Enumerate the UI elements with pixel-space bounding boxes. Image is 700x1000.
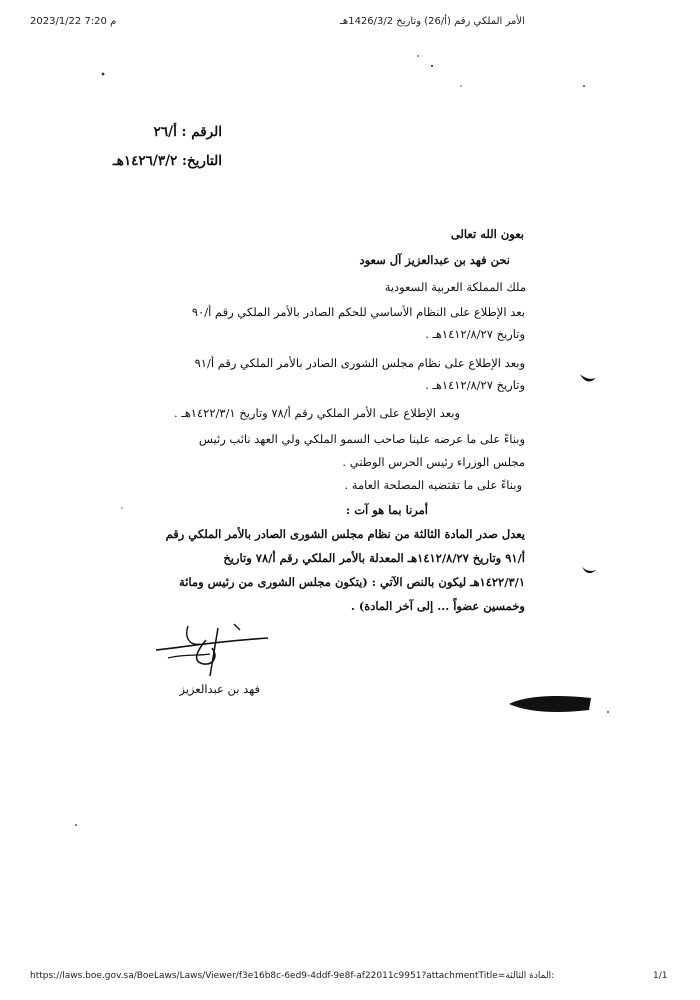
handwritten-signature: [148, 618, 278, 682]
command-line: ١٤٢٢/٣/١هـ ليكون بالنص الآتي : (يتكون مجلس الشورى من رئيس ومائة: [179, 575, 525, 589]
preamble-line: وبعد الإطلاع على الأمر الملكي رقم أ/٧٨ وتاريخ ١٤٢٢/٣/١هـ .: [174, 406, 460, 420]
print-url: https://laws.boe.gov.sa/BoeLaws/Laws/Viewer/f3e16b8c-6ed9-4ddf-9e8f-af22011c9951?attachmentTitle=المادة الثالثة:: [30, 971, 555, 981]
preamble-line: وتاريخ ١٤١٢/٨/٢٧هـ .: [425, 327, 525, 341]
print-datetime: 2023/1/22 7:20 م: [30, 16, 117, 27]
command-line: يعدل صدر المادة الثالثة من نظام مجلس الشورى الصادر بالأمر الملكي رقم: [165, 527, 525, 541]
preamble-line: وبناءً على ما تقتضيه المصلحة العامة .: [344, 478, 522, 492]
preamble-line: وتاريخ ١٤١٢/٨/٢٧هـ .: [425, 378, 525, 392]
preamble-line: وبناءً على ما عرضه علينا صاحب السمو الملكي ولي العهد نائب رئيس: [198, 432, 525, 446]
scan-edge-mark: [578, 368, 598, 388]
king-title: ملك المملكة العربية السعودية: [384, 280, 526, 294]
preamble-line: بعد الإطلاع على النظام الأساسي للحكم الصادر بالأمر الملكي رقم أ/٩٠: [191, 305, 525, 319]
scan-blot: [505, 690, 595, 718]
opening-invocation: بعون الله تعالى: [450, 227, 524, 241]
command-intro: أمرنا بما هو آت :: [345, 503, 428, 517]
preamble-line: وبعد الإطلاع على نظام مجلس الشورى الصادر بالأمر الملكي رقم أ/٩١: [194, 356, 525, 370]
reference-block: [113, 118, 222, 176]
reference-number: الرقم : أ/٢٦: [153, 124, 222, 140]
king-name: نحن فهد بن عبدالعزيز آل سعود: [359, 253, 510, 267]
command-line: أ/٩١ وتاريخ ١٤١٢/٨/٢٧هـ المعدلة بالأمر الملكي رقم أ/٧٨ وتاريخ: [223, 551, 525, 565]
print-page-title: الأمر الملكي رقم (أ/26) وتاريخ 1426/3/2هـ: [340, 16, 525, 27]
command-line: وخمسين عضواً ... إلى آخر المادة) .: [350, 599, 525, 613]
signature-name: فهد بن عبدالعزيز: [179, 682, 260, 696]
preamble-line: مجلس الوزراء رئيس الحرس الوطني .: [342, 455, 525, 469]
reference-date: التاريخ: ١٤٢٦/٣/٢هـ: [112, 153, 222, 169]
page-counter: 1/1: [653, 971, 668, 981]
scan-edge-mark: [580, 562, 598, 578]
